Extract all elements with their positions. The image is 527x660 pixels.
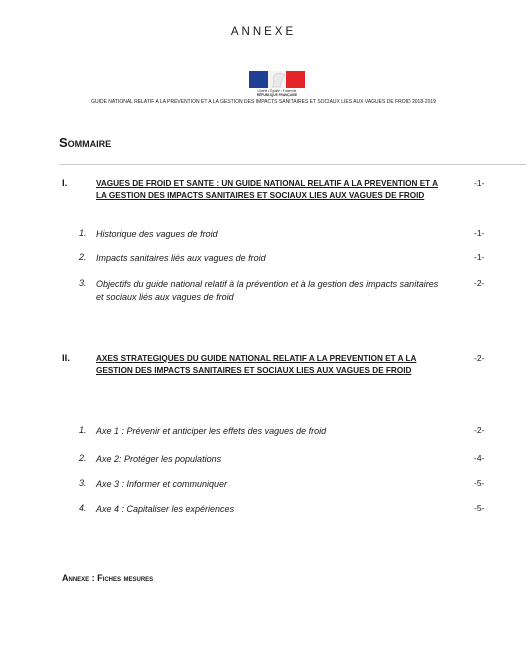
toc-item-title: Axe 2: Protéger les populations [96, 454, 222, 464]
sommaire-heading: Sommaire [59, 135, 112, 150]
item-number: 1. [79, 425, 87, 435]
item-number: 2. [79, 252, 87, 262]
toc-item-title: Axe 1 : Prévenir et anticiper les effets des vagues de froid [96, 426, 327, 436]
marianne-icon [266, 72, 288, 88]
heading-rule [59, 164, 526, 165]
item-number: 3. [79, 478, 87, 488]
item-number: 4. [79, 503, 87, 513]
toc-item-title: Axe 3 : Informer et communiquer [96, 479, 228, 489]
section-numeral: I. [62, 178, 68, 189]
toc-item-page: -1- [474, 228, 485, 238]
section-title: AXES STRATEGIQUES DU GUIDE NATIONAL RELATIF A LA PREVENTION ET A LA GESTION DES IMPACTS SANITAIRES ET SOCIAUX LIES AUX VAGUES DE FROID [96, 354, 417, 375]
item-number: 2. [79, 453, 87, 463]
section-title: VAGUES DE FROID ET SANTE : UN GUIDE NATIONAL RELATIF A LA PREVENTION ET A LA GESTION DES IMPACTS SANITAIRES ET SOCIAUX LIES AUX VAGUES DE FROID [96, 179, 439, 200]
item-number: 3. [79, 278, 87, 288]
toc-item-page: -2- [474, 278, 485, 288]
toc-item-title: Historique des vagues de froid [96, 229, 218, 239]
toc-item-title: Axe 4 : Capitaliser les expériences [96, 504, 235, 514]
toc-item-page: -5- [474, 478, 485, 488]
section-page-number: -1- [474, 178, 485, 188]
flag-red-band [286, 71, 305, 88]
toc-item-page: -5- [474, 503, 485, 513]
republique-francaise-logo [249, 71, 305, 99]
toc-item-page: -4- [474, 453, 485, 463]
annexe-title: ANNEXE [230, 26, 297, 38]
section-numeral: II. [62, 353, 70, 364]
toc-item-title: Impacts sanitaires liés aux vagues de froid [96, 253, 266, 263]
toc-item-title: Objectifs du guide national relatif à la prévention et à la gestion des impacts sanitaires et sociaux liés aux vagues de froid [96, 279, 439, 302]
logo-motto: Liberté • Égalité • Fraternité [257, 89, 297, 93]
section-page-number: -2- [474, 353, 485, 363]
item-number: 1. [79, 228, 87, 238]
guide-header-line: GUIDE NATIONAL RELATIF A LA PRÉVENTION ET A LA GESTION DES IMPACTS SANITAIRES ET SOCIAUX LIES AUX VAGUES DE FROID 2018-2019 [91, 99, 436, 105]
toc-item-page: -1- [474, 252, 485, 262]
toc-item-page: -2- [474, 425, 485, 435]
annexe-fiches-mesures: Annexe : Fiches mesures [62, 573, 154, 583]
logo-name: RÉPUBLIQUE FRANÇAISE [256, 93, 298, 97]
